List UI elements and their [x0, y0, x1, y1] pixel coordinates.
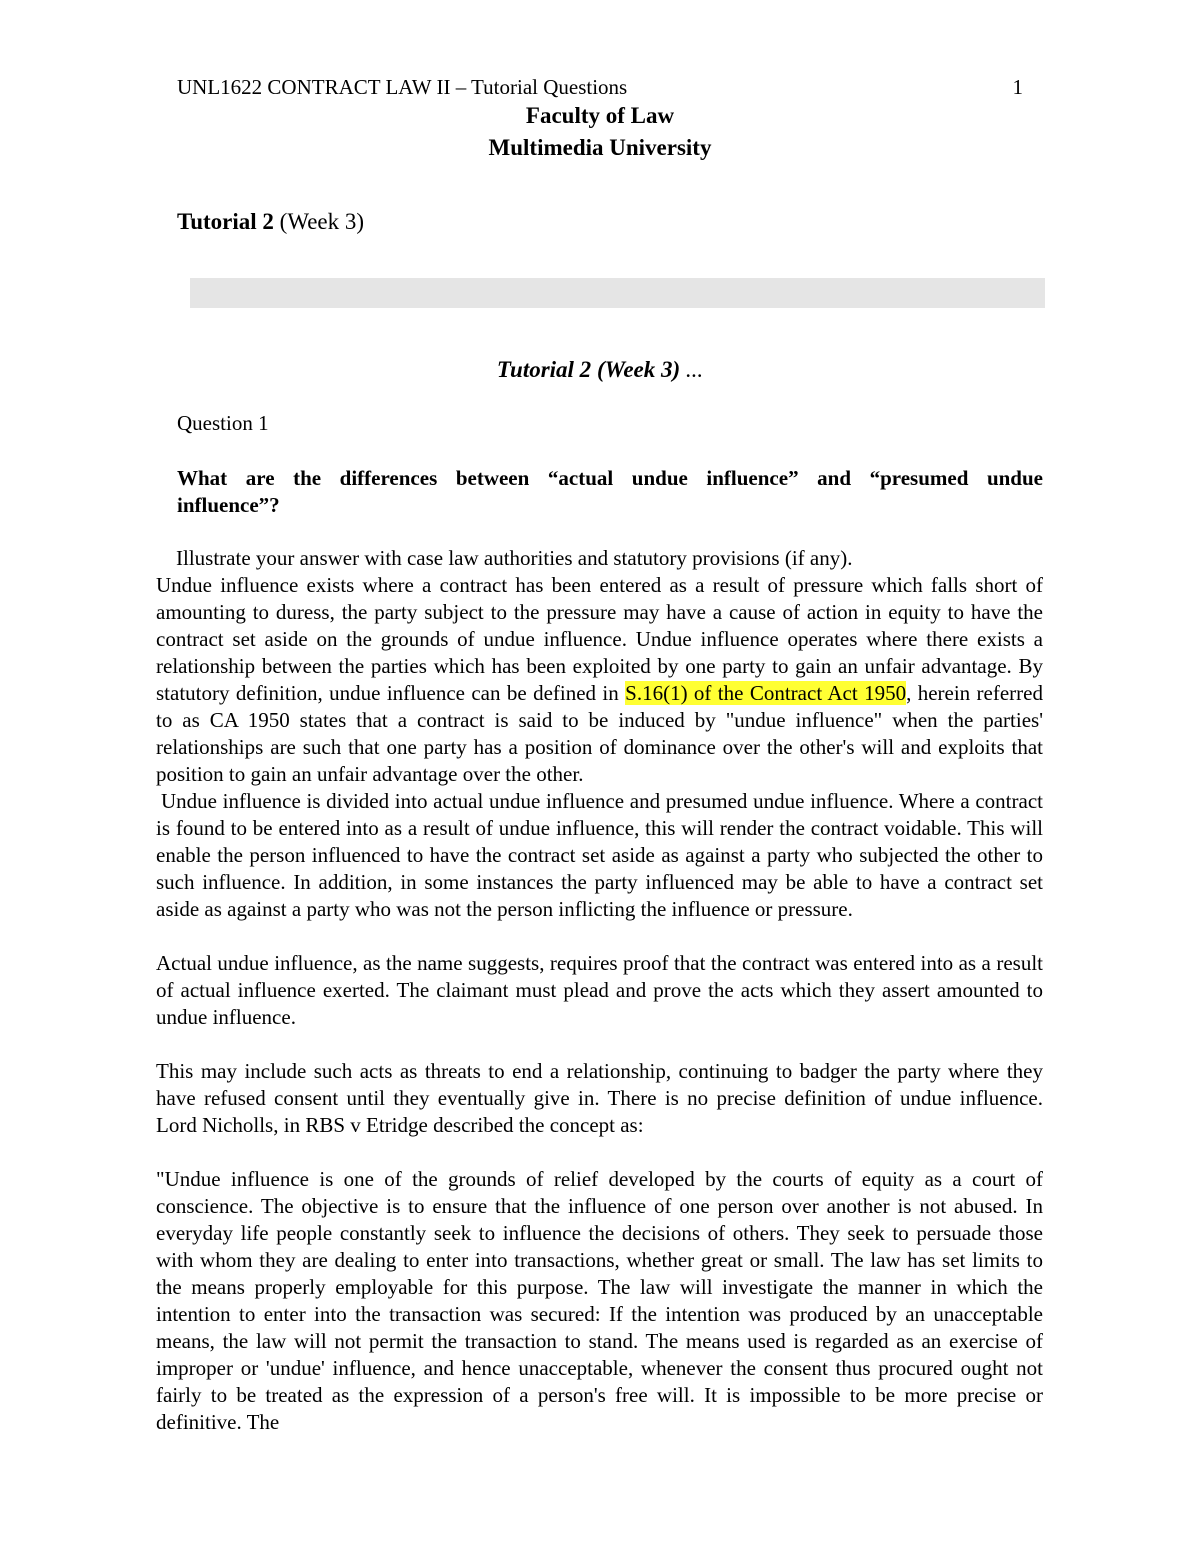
paragraph-definition-part1: Undue influence exists where a contract has been entered as a result of pressure which falls short of amounting to duress, the party subject to the pressure may have a cause of action in equity to have the contract set aside on the grounds of undue influence. Undue influence operates where there exists a relationship between the parties which has been exploited by one party to gain an unfair advantage. By statutory definition, undue influence can be defined in: [156, 573, 1043, 705]
question-text: What are the differences between “actual undue influence” and “presumed undue influence”?: [177, 466, 1043, 517]
instruction-text: Illustrate your answer with case law authorities and statutory provisions (if any).: [176, 546, 853, 570]
paragraph-types: Undue influence is divided into actual undue influence and presumed undue influence. Where a contract is found to be entered into as a result of undue influence, this will render the contract voidable. This will enable the person influenced to have the contract set aside as against a party who subjected the other to such influence. In addition, in some instances the party influenced may be able to have a contract set aside as against a party who was not the person inflicting the influence or pressure.: [156, 789, 1043, 921]
highlighted-statute-reference: S.16(1) of the Contract Act 1950: [625, 681, 907, 705]
paragraph-examples: This may include such acts as threats to end a relationship, continuing to badger the party where they have refused consent until they eventually give in. There is no precise definition of undue influence. Lord Nicholls, in RBS v Etridge described the concept as:: [156, 1059, 1043, 1137]
paragraph-actual-undue-influence: Actual undue influence, as the name suggests, requires proof that the contract was entered into as a result of actual influence exerted. The claimant must plead and prove the acts which they assert amounted to undue influence.: [156, 951, 1043, 1029]
tutorial-heading: [177, 207, 364, 237]
answer-body: [156, 545, 1043, 1436]
paragraph-etridge-quote: "Undue influence is one of the grounds of relief developed by the courts of equity as a court of conscience. The objective is to ensure that the influence of one person over another is not abused. In everyday life people constantly seek to influence the decisions of others. They seek to persuade those with whom they are dealing to enter into transactions, whether great or small. The law has set limits to the means properly employable for this purpose. The law will investigate the manner in which the intention to enter into the transaction was secured: If the intention was produced by an unacceptable means, the law will not permit the transaction to stand. The means used is regarded as an exercise of improper or 'undue' influence, and hence unacceptable, whenever the consent thus procured ought not fairly to be treated as the expression of a person's free will. It is impossible to be more precise or definitive. The: [156, 1167, 1043, 1434]
tutorial-subheading-label: Tutorial 2: [496, 357, 592, 382]
university-name: Multimedia University: [488, 135, 712, 160]
page-number: 1: [1012, 75, 1023, 99]
tutorial-subheading-ellipsis: ...: [680, 357, 704, 382]
tutorial-heading-label: Tutorial 2: [177, 209, 274, 234]
tutorial-subheading: [0, 355, 1200, 385]
question-label: Question 1: [177, 411, 269, 435]
paragraph-definition: [156, 572, 1043, 788]
tutorial-heading-week: (Week 3): [279, 209, 365, 234]
shaded-divider-bar: [190, 278, 1045, 308]
course-title: UNL1622 CONTRACT LAW II – Tutorial Questions: [177, 75, 628, 99]
paragraph-definition-part2: , herein referred to as CA 1950 states that a contract is said to be induced by "undue influence" when the parties' relationships are such that one party has a position of dominance over the other's will and exploits that position to gain an unfair advantage over the other.: [156, 681, 1043, 786]
tutorial-subheading-week: (Week 3): [596, 357, 681, 382]
faculty-name: Faculty of Law: [525, 103, 675, 128]
